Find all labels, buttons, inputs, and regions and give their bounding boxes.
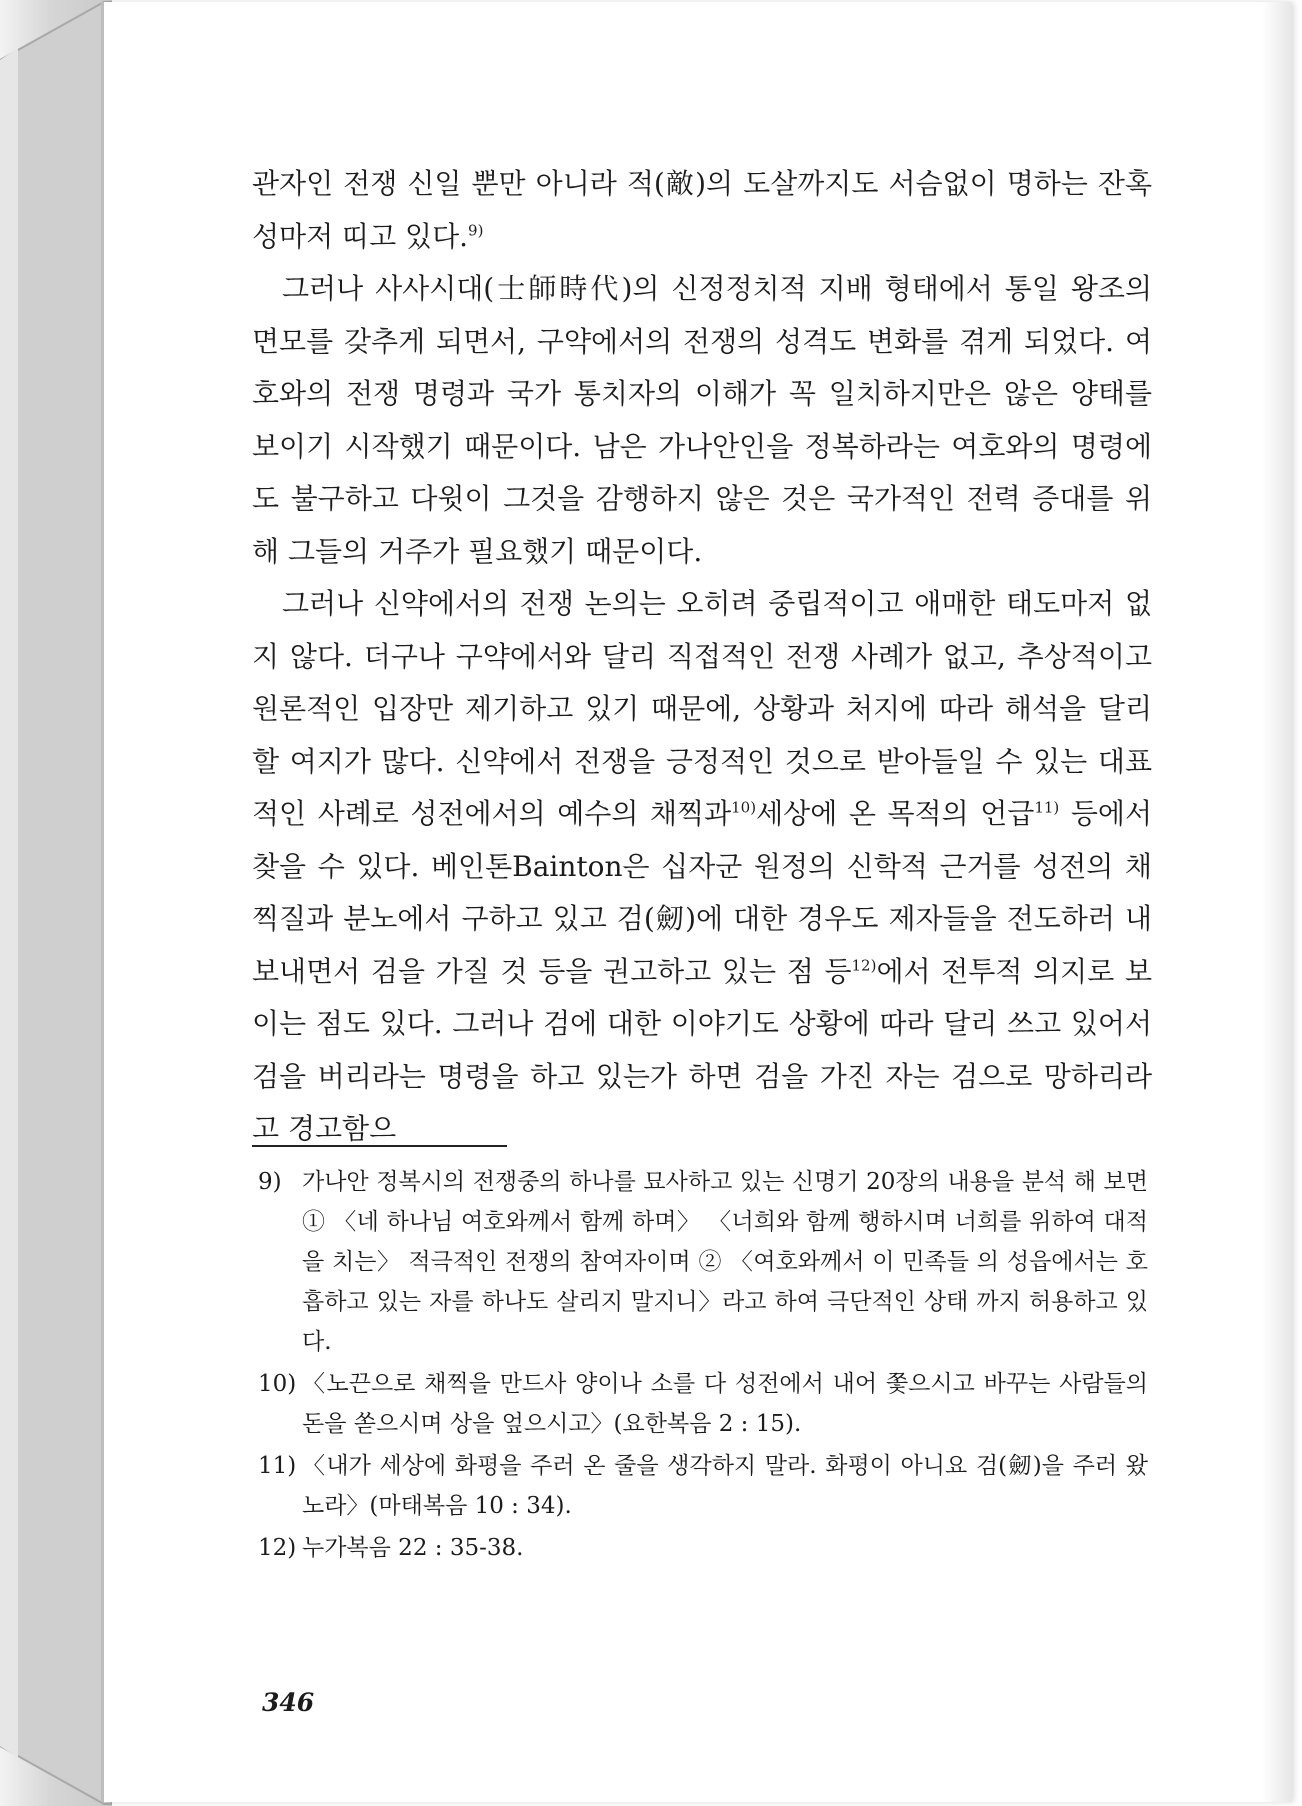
footnote-9 xyxy=(258,1162,1148,1362)
footnote-number: 10) xyxy=(258,1371,297,1397)
footnote-ref-9[interactable]: 9) xyxy=(468,221,484,240)
footnote-text: 〈내가 세상에 화평을 주러 온 줄을 생각하지 말라. 화평이 아니요 검(劒)을 주러 왔노라〉(마태복음 10 : 34). xyxy=(302,1453,1148,1519)
body-text xyxy=(252,158,1152,1156)
footnote-ref-12[interactable]: 12) xyxy=(851,956,877,975)
footnote-text: 누가복음 22 : 35-38. xyxy=(302,1535,524,1561)
paragraph-2: 그러나 사사시대(士師時代)의 신정정치적 지배 형태에서 통일 왕조의 면모를 갖추게 되면서, 구약에서의 전쟁의 성격도 변화를 겪게 되었다. 여호와의 전쟁 명령과 국가 통치자의 이해가 꼭 일치하지만은 않은 양태를 보이기 시작했기 때문이다. 남은 가나안인을 정복하라는 여호와의 명령에도 불구하고 다윗이 그것을 감행하지 않은 것은 국가적인 전력 증대를 위해 그들의 거주가 필요했기 때문이다. xyxy=(252,272,1152,568)
paragraph-3-text-4: 에서 전투적 의지로 보이는 점도 있다. 그러나 검에 대한 이야기도 상황에 따라 달리 쓰고 있어서 검을 버리라는 명령을 하고 있는가 하면 검을 가진 자는 검으로 망하리라고 경고함으 xyxy=(252,954,1152,1145)
page-number: 346 xyxy=(262,1688,315,1717)
footnote-ref-11[interactable]: 11) xyxy=(1034,798,1060,817)
paragraph-1-text: 관자인 전쟁 신일 뿐만 아니라 적(敵)의 도살까지도 서슴없이 명하는 잔혹성마저 띠고 있다. xyxy=(252,167,1152,253)
footnote-text: 가나안 정복시의 전쟁중의 하나를 묘사하고 있는 신명기 20장의 내용을 분석 해 보면 ① 〈네 하나님 여호와께서 함께 하며〉 〈너희와 함께 행하시며 너희를 위하여 대적을 치는〉 적극적인 전쟁의 참여자이며 ② 〈여호와께서 이 민족들 의 성읍에서는 호흡하고 있는 자를 하나도 살리지 말지니〉라고 하여 극단적인 상태 까지 허용하고 있다. xyxy=(302,1169,1148,1355)
paragraph-3-text-3: 등에서 찾을 수 있다. 베인톤Bainton은 십자군 원정의 신학적 근거를 성전의 채찍질과 분노에서 구하고 있고 검(劒)에 대한 경우도 제자들을 전도하러 내보내면서 검을 가질 것 등을 권고하고 있는 점 등 xyxy=(252,797,1153,988)
footnote-number: 11) xyxy=(258,1453,297,1479)
footnote-number: 12) xyxy=(258,1535,297,1561)
footnote-10 xyxy=(258,1364,1148,1444)
footnotes xyxy=(258,1162,1148,1570)
page-edge-shadow xyxy=(1262,2,1292,1802)
paragraph-3 xyxy=(252,578,1152,1156)
paragraph-1 xyxy=(252,158,1152,263)
paragraph-3-text-2: 세상에 온 목적의 언급 xyxy=(756,797,1035,830)
book-spine xyxy=(0,0,112,1806)
footnote-text: 〈노끈으로 채찍을 만드사 양이나 소를 다 성전에서 내어 쫓으시고 바꾸는 사람들의 돈을 쏟으시며 상을 엎으시고〉(요한복음 2 : 15). xyxy=(302,1371,1148,1437)
paragraph-3-text-1: 그러나 신약에서의 전쟁 논의는 오히려 중립적이고 애매한 태도마저 없지 않다. 더구나 구약에서와 달리 직접적인 전쟁 사례가 없고, 추상적이고 원론적인 입장만 제기하고 있기 때문에, 상황과 처지에 따라 해석을 달리할 여지가 많다. 신약에서 전쟁을 긍정적인 것으로 받아들일 수 있는 대표적인 사례로 성전에서의 예수의 채찍과 xyxy=(252,587,1152,830)
footnote-ref-10[interactable]: 10) xyxy=(731,798,757,817)
footnote-number: 9) xyxy=(258,1169,282,1195)
footnote-11 xyxy=(258,1446,1148,1526)
footnote-separator xyxy=(252,1145,507,1147)
footnote-12 xyxy=(258,1528,1148,1568)
spine-edge-shape xyxy=(0,0,112,1806)
